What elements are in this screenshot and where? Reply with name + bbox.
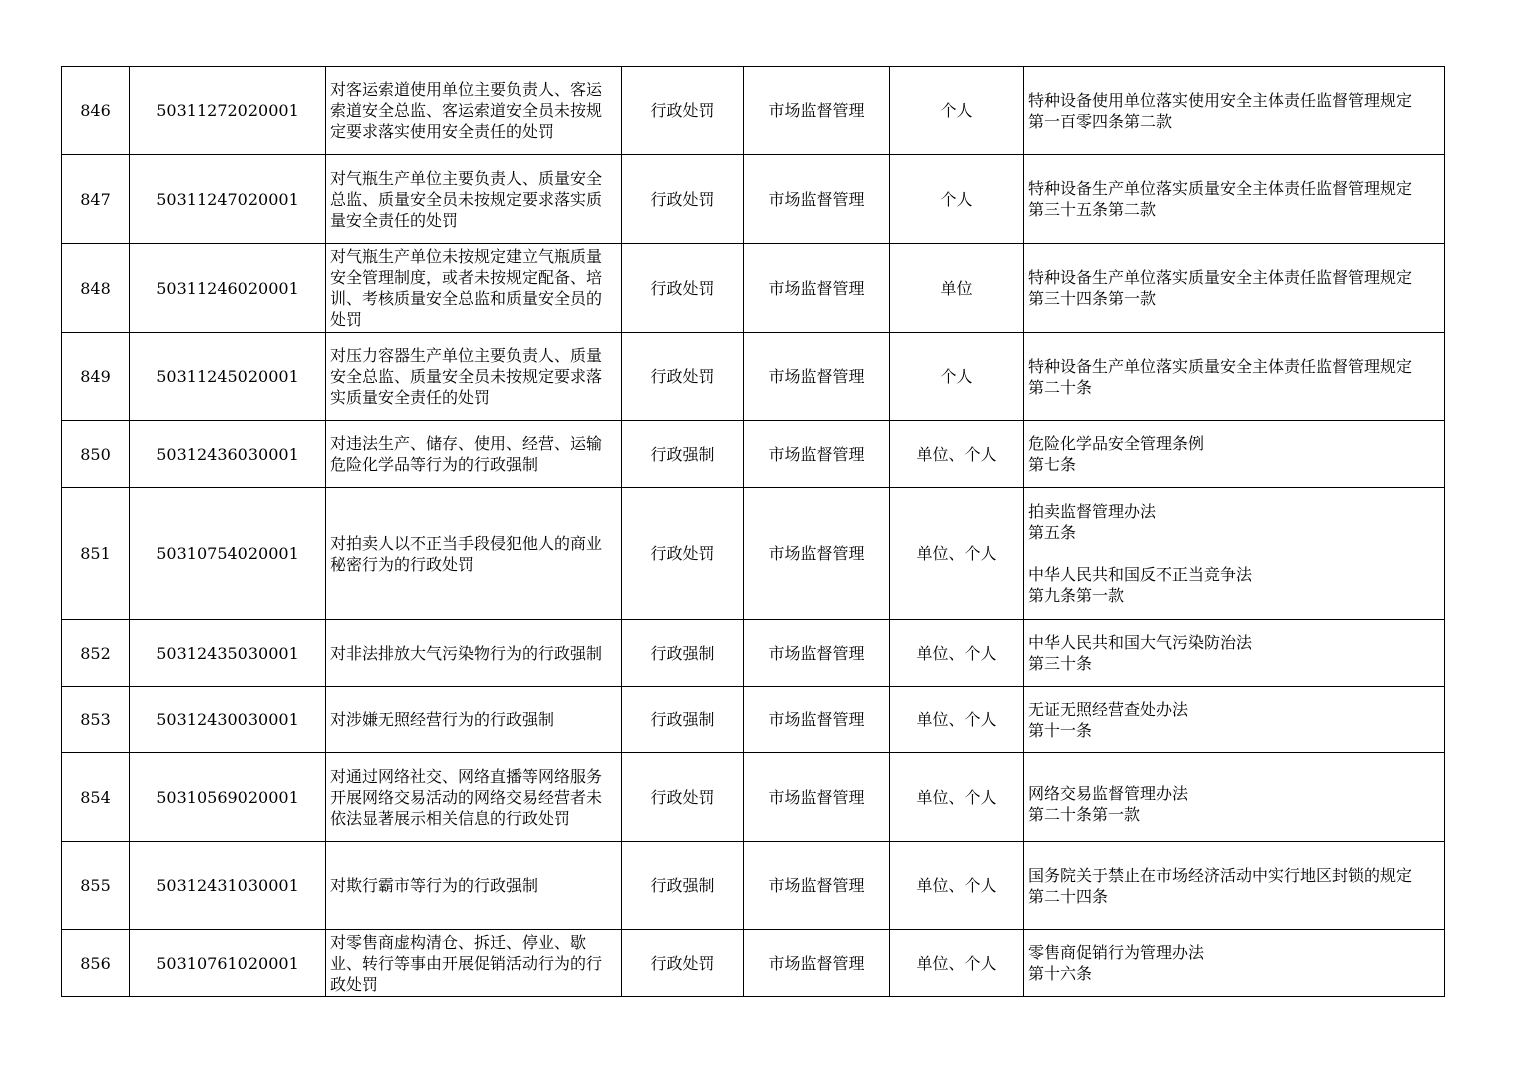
item-code: 50312431030001: [130, 842, 326, 930]
legal-basis-line: 无证无照经营查处办法: [1028, 699, 1189, 719]
item-code: 50310754020001: [130, 488, 326, 620]
table-body: [62, 67, 1445, 997]
item-code: 50311272020001: [130, 67, 326, 155]
power-type: 行政处罚: [622, 930, 744, 997]
item-name: 对客运索道使用单位主要负责人、客运索道安全总监、客运索道安全员未按规定要求落实使用安全责任的处罚: [326, 67, 622, 155]
legal-basis-line: 特种设备使用单位落实使用安全主体责任监督管理规定: [1028, 90, 1413, 110]
legal-basis: [1024, 753, 1445, 842]
item-name: 对零售商虚构清仓、拆迁、停业、歇业、转行等事由开展促销活动行为的行政处罚: [326, 930, 622, 997]
power-type: 行政强制: [622, 842, 744, 930]
power-type: 行政强制: [622, 421, 744, 488]
target-subject: 单位、个人: [890, 620, 1024, 687]
department: 市场监督管理: [744, 842, 890, 930]
legal-basis-line: 第三十五条第二款: [1028, 200, 1157, 219]
table-row: [62, 842, 1445, 930]
department: 市场监督管理: [744, 421, 890, 488]
item-name: 对气瓶生产单位未按规定建立气瓶质量安全管理制度，或者未按规定配备、培训、考核质量安全总监和质量安全员的处罚: [326, 244, 622, 333]
row-number: 853: [62, 687, 130, 753]
department: 市场监督管理: [744, 620, 890, 687]
legal-basis-line: 特种设备生产单位落实质量安全主体责任监督管理规定: [1028, 268, 1413, 287]
legal-basis-line: 第二十条: [1028, 377, 1093, 397]
legal-basis-line: 第三十条: [1028, 654, 1093, 673]
row-number: 846: [62, 67, 130, 155]
legal-basis-line: 第七条: [1028, 455, 1077, 474]
power-type: 行政处罚: [622, 155, 744, 244]
target-subject: 单位: [890, 244, 1024, 333]
row-number: 855: [62, 842, 130, 930]
department: 市场监督管理: [744, 155, 890, 244]
item-code: 50312430030001: [130, 687, 326, 753]
legal-basis-line: 危险化学品安全管理条例: [1028, 434, 1205, 453]
item-name: 对非法排放大气污染物行为的行政强制: [326, 620, 622, 687]
power-type: 行政强制: [622, 620, 744, 687]
item-code: 50312435030001: [130, 620, 326, 687]
legal-basis: [1024, 421, 1445, 488]
legal-basis: [1024, 67, 1445, 155]
item-code: 50311246020001: [130, 244, 326, 333]
target-subject: 个人: [890, 67, 1024, 155]
power-type: 行政强制: [622, 687, 744, 753]
legal-basis-line: 第九条第一款: [1028, 586, 1125, 605]
department: 市场监督管理: [744, 930, 890, 997]
table-row: [62, 421, 1445, 488]
legal-basis: [1024, 155, 1445, 244]
target-subject: 单位、个人: [890, 687, 1024, 753]
power-type: 行政处罚: [622, 67, 744, 155]
table-row: [62, 488, 1445, 620]
legal-basis-line: 第十六条: [1028, 964, 1093, 983]
legal-basis-line: 零售商促销行为管理办法: [1028, 943, 1205, 962]
table-row: [62, 620, 1445, 687]
target-subject: 个人: [890, 155, 1024, 244]
target-subject: 单位、个人: [890, 930, 1024, 997]
item-code: 50311245020001: [130, 333, 326, 421]
item-code: 50312436030001: [130, 421, 326, 488]
row-number: 848: [62, 244, 130, 333]
legal-basis: [1024, 244, 1445, 333]
item-name: 对涉嫌无照经营行为的行政强制: [326, 687, 622, 753]
legal-basis-line: 国务院关于禁止在市场经济活动中实行地区封锁的规定: [1028, 865, 1413, 885]
item-code: 50311247020001: [130, 155, 326, 244]
table-row: [62, 930, 1445, 997]
department: 市场监督管理: [744, 244, 890, 333]
item-code: 50310761020001: [130, 930, 326, 997]
row-number: 854: [62, 753, 130, 842]
legal-basis-line: 第五条: [1028, 523, 1077, 542]
legal-basis-line: 特种设备生产单位落实质量安全主体责任监督管理规定: [1028, 179, 1413, 198]
table-row: [62, 687, 1445, 753]
target-subject: 单位、个人: [890, 488, 1024, 620]
item-name: 对违法生产、储存、使用、经营、运输危险化学品等行为的行政强制: [326, 421, 622, 488]
legal-basis-line: 拍卖监督管理办法: [1028, 502, 1157, 521]
table-row: [62, 753, 1445, 842]
legal-basis: [1024, 930, 1445, 997]
row-number: 851: [62, 488, 130, 620]
row-number: 856: [62, 930, 130, 997]
department: 市场监督管理: [744, 488, 890, 620]
item-name: 对通过网络社交、网络直播等网络服务开展网络交易活动的网络交易经营者未依法显著展示相关信息的行政处罚: [326, 753, 622, 842]
legal-basis: [1024, 687, 1445, 753]
target-subject: 单位、个人: [890, 842, 1024, 930]
legal-basis-line: [1028, 543, 1440, 564]
row-number: 849: [62, 333, 130, 421]
row-number: 847: [62, 155, 130, 244]
row-number: 852: [62, 620, 130, 687]
power-type: 行政处罚: [622, 753, 744, 842]
legal-basis-line: 特种设备生产单位落实质量安全主体责任监督管理规定: [1028, 356, 1413, 376]
table-row: [62, 155, 1445, 244]
legal-basis-line: 第二十条第一款: [1028, 804, 1141, 824]
legal-basis: [1024, 488, 1445, 620]
item-name: 对欺行霸市等行为的行政强制: [326, 842, 622, 930]
department: 市场监督管理: [744, 687, 890, 753]
department: 市场监督管理: [744, 753, 890, 842]
department: 市场监督管理: [744, 67, 890, 155]
item-code: 50310569020001: [130, 753, 326, 842]
powers-table: [61, 66, 1445, 997]
legal-basis: [1024, 620, 1445, 687]
target-subject: 单位、个人: [890, 421, 1024, 488]
legal-basis-line: 网络交易监督管理办法: [1028, 783, 1189, 803]
table-row: [62, 333, 1445, 421]
legal-basis: [1024, 842, 1445, 930]
item-name: 对压力容器生产单位主要负责人、质量安全总监、质量安全员未按规定要求落实质量安全责任的处罚: [326, 333, 622, 421]
item-name: 对拍卖人以不正当手段侵犯他人的商业秘密行为的行政处罚: [326, 488, 622, 620]
target-subject: 单位、个人: [890, 753, 1024, 842]
department: 市场监督管理: [744, 333, 890, 421]
power-type: 行政处罚: [622, 333, 744, 421]
item-name: 对气瓶生产单位主要负责人、质量安全总监、质量安全员未按规定要求落实质量安全责任的处罚: [326, 155, 622, 244]
power-type: 行政处罚: [622, 488, 744, 620]
table-row: [62, 67, 1445, 155]
row-number: 850: [62, 421, 130, 488]
legal-basis-line: 中华人民共和国大气污染防治法: [1028, 633, 1253, 652]
legal-basis-line: 第十一条: [1028, 720, 1093, 740]
target-subject: 个人: [890, 333, 1024, 421]
legal-basis-line: 第三十四条第一款: [1028, 289, 1157, 308]
legal-basis-line: 中华人民共和国反不正当竞争法: [1028, 565, 1253, 584]
legal-basis: [1024, 333, 1445, 421]
table-row: [62, 244, 1445, 333]
legal-basis-line: 第一百零四条第二款: [1028, 111, 1173, 131]
legal-basis-line: 第二十四条: [1028, 886, 1109, 906]
power-type: 行政处罚: [622, 244, 744, 333]
